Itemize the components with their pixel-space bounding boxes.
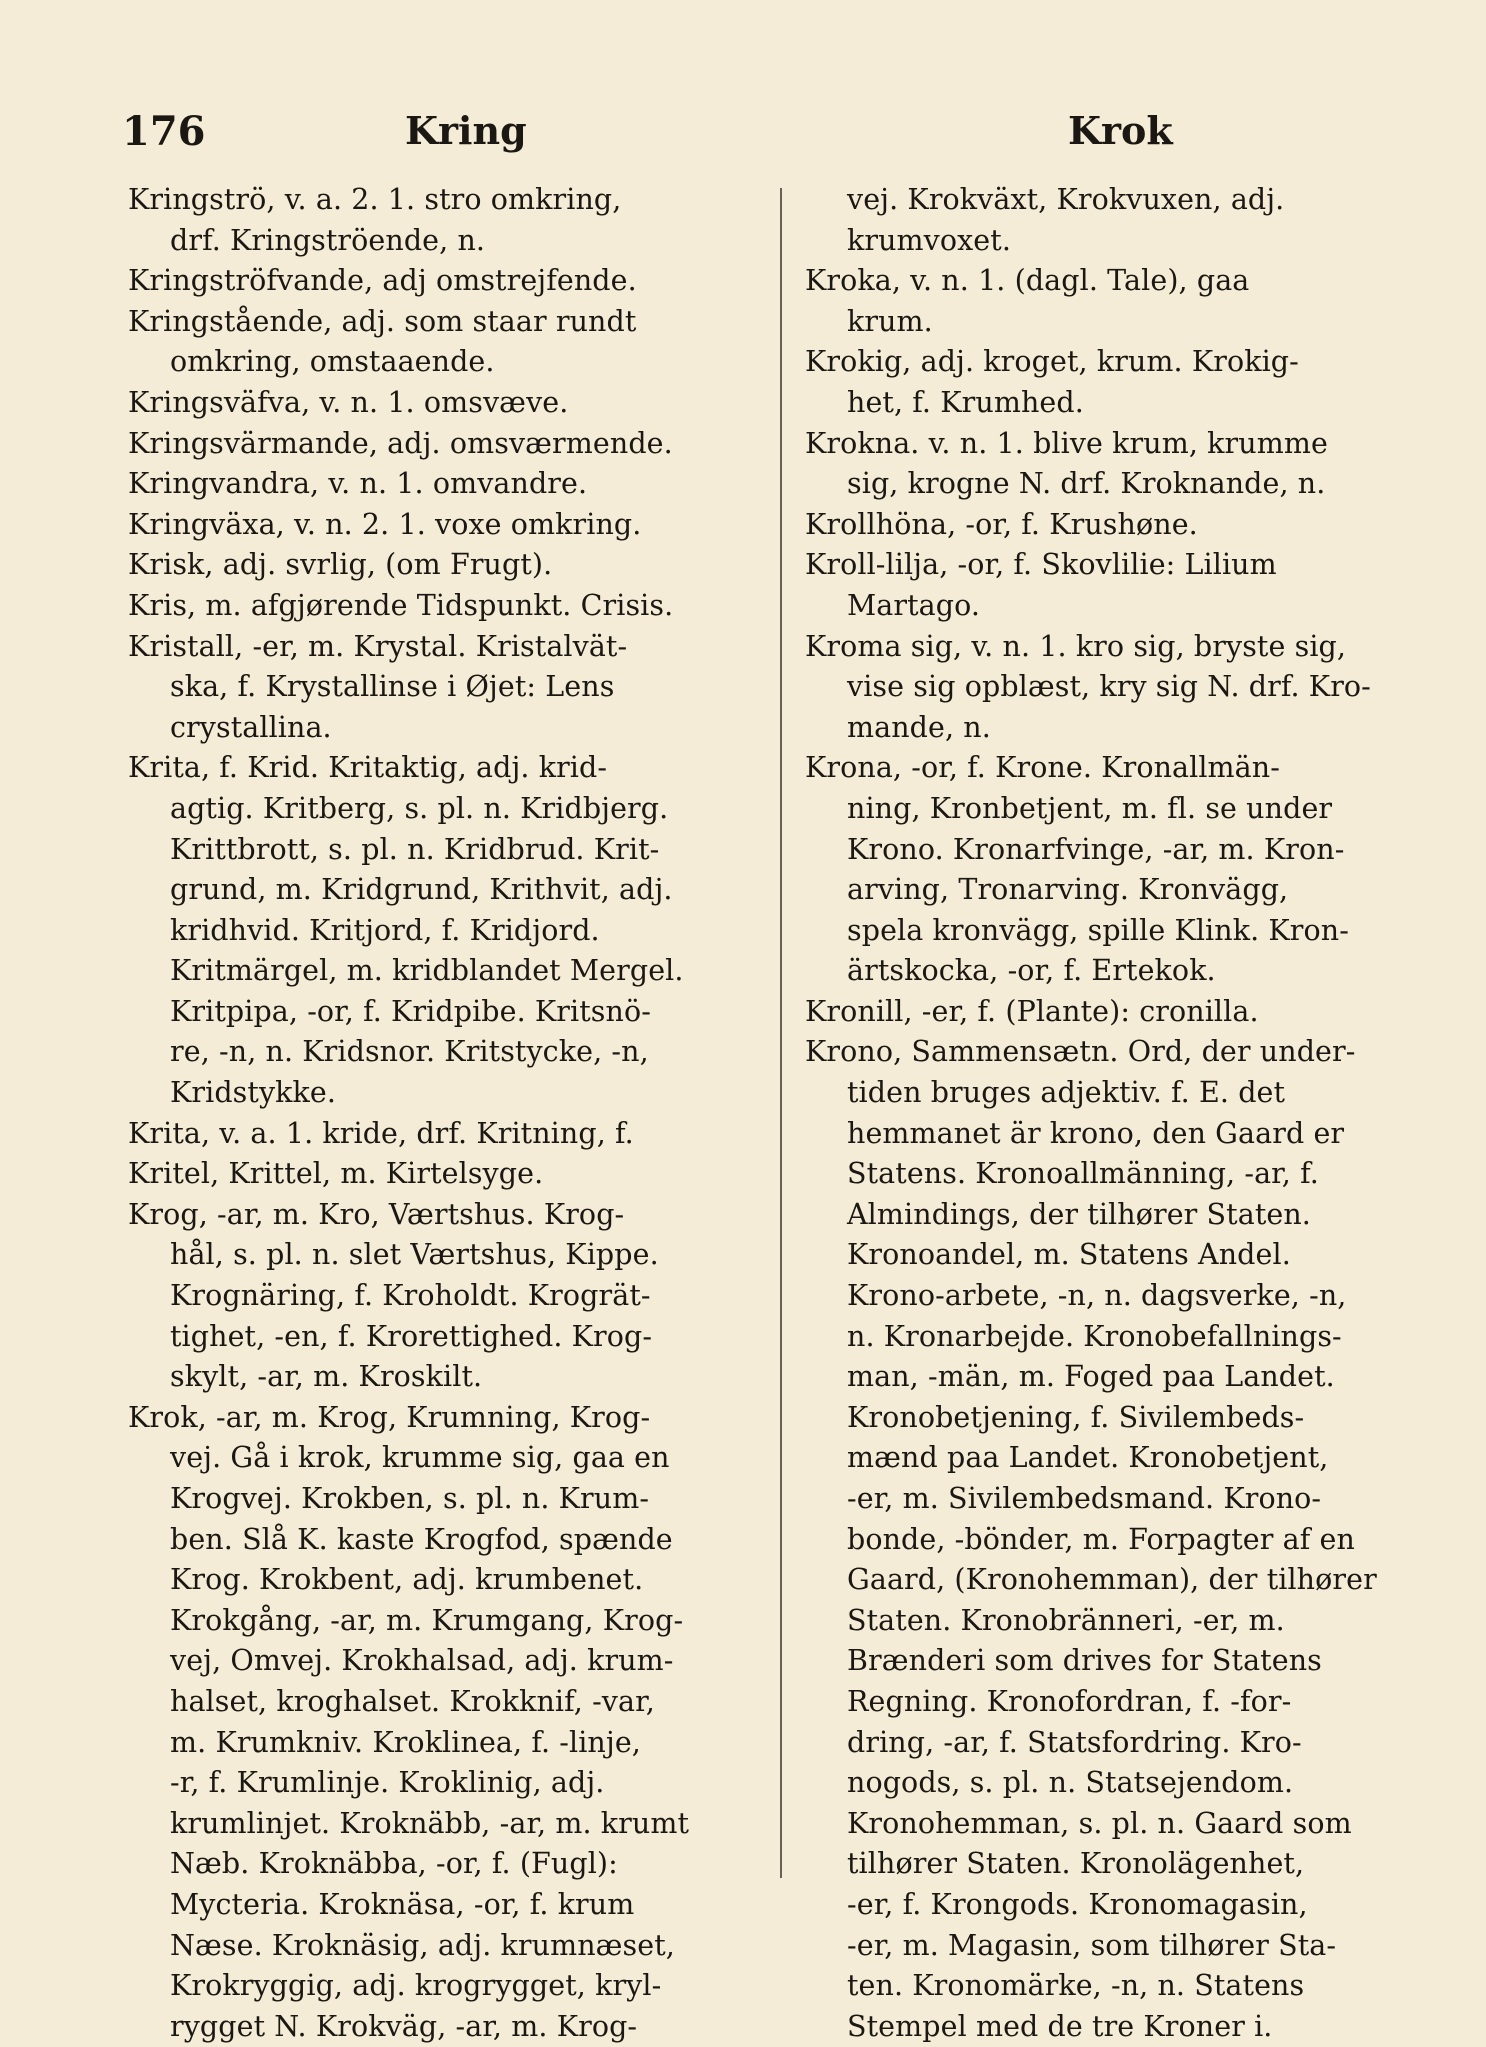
right-guide-word: Krok xyxy=(1068,108,1173,153)
entry-line: m. Krumkniv. Kroklinea, f. -linje, xyxy=(170,1725,641,1759)
entry-line: Kringströfvande, adj omstrejfende. xyxy=(128,264,637,298)
entry-line: Kristall, -er, m. Krystal. Kristalvät- xyxy=(128,629,628,663)
entry-line: Kringsvärmande, adj. omsværmende. xyxy=(128,426,673,460)
entry-line: Krokryggig, adj. krogrygget, kryl- xyxy=(170,1969,662,2003)
entry-line: tighet, -en, f. Krorettighed. Krog- xyxy=(170,1319,653,1353)
entry-line: krumvoxet. xyxy=(847,223,1011,257)
entry-line: Kronoandel, m. Statens Andel. xyxy=(847,1238,1291,1272)
entry-line: mænd paa Landet. Kronobetjent, xyxy=(847,1441,1329,1475)
entry-line: -r, f. Krumlinje. Kroklinig, adj. xyxy=(170,1766,605,1800)
entry-line: agtig. Kritberg, s. pl. n. Kridbjerg. xyxy=(170,791,669,825)
entry-line: bonde, -bönder, m. Forpagter af en xyxy=(847,1522,1355,1556)
entry-line: Krokgång, -ar, m. Krumgang, Krog- xyxy=(170,1603,684,1637)
left-column xyxy=(128,180,758,2047)
entry-line: Krollhöna, -or, f. Krushøne. xyxy=(805,507,1198,541)
entry-line: Krita, f. Krid. Kritaktig, adj. krid- xyxy=(128,751,608,785)
entry-line: Kringväxa, v. n. 2. 1. voxe omkring. xyxy=(128,507,642,541)
entry-line: Næb. Kroknäbba, -or, f. (Fugl): xyxy=(170,1847,618,1881)
entry-line: Kridstykke. xyxy=(170,1076,337,1110)
entry-line: hemmanet är krono, den Gaard er xyxy=(847,1116,1345,1150)
entry-line: vej, Omvej. Krokhalsad, adj. krum- xyxy=(170,1644,674,1678)
entry-line: -er, m. Sivilembedsmand. Krono- xyxy=(847,1482,1322,1515)
page-header xyxy=(0,108,1486,168)
entry-line: Kringströ, v. a. 2. 1. stro omkring, xyxy=(128,183,622,216)
entry-line: Krona, -or, f. Krone. Kronallmän- xyxy=(805,751,1280,785)
entry-line: -er, f. Krongods. Kronomagasin, xyxy=(847,1887,1308,1921)
entry-line: Kroka, v. n. 1. (dagl. Tale), gaa xyxy=(805,264,1250,298)
entry-line: halset, kroghalset. Krokknif, -var, xyxy=(170,1684,655,1718)
entry-line: Krittbrott, s. pl. n. Kridbrud. Krit- xyxy=(170,832,660,866)
entry-line: Almindings, der tilhører Staten. xyxy=(847,1197,1311,1231)
entry-line: n. Kronarbejde. Kronobefallnings- xyxy=(847,1319,1342,1353)
entry-line: crystallina. xyxy=(170,710,332,744)
entry-line: Kronohemman, s. pl. n. Gaard som xyxy=(847,1806,1352,1840)
entry-line: vej. Gå i krok, krumme sig, gaa en xyxy=(170,1441,670,1475)
entry-line: Statens. Kronoallmänning, -ar, f. xyxy=(847,1157,1319,1191)
entry-line: rygget N. Krokväg, -ar, m. Krog- xyxy=(170,2009,638,2043)
entry-line: Krokna. v. n. 1. blive krum, krumme xyxy=(805,426,1328,460)
entry-line: Regning. Kronofordran, f. -for- xyxy=(847,1684,1292,1718)
entry-line: Krita, v. a. 1. kride, drf. Kritning, f. xyxy=(128,1116,634,1150)
entry-line: skylt, -ar, m. Kroskilt. xyxy=(170,1360,483,1394)
entry-line: Martago. xyxy=(847,588,981,622)
entry-line: man, -män, m. Foged paa Landet. xyxy=(847,1360,1335,1394)
entry-line: Stempel med de tre Kroner i. xyxy=(847,2009,1273,2043)
entry-line: -er, m. Magasin, som tilhører Sta- xyxy=(847,1928,1337,1962)
entry-line: ten. Kronomärke, -n, n. Statens xyxy=(847,1969,1305,2003)
entry-line: Kritmärgel, m. kridblandet Mergel. xyxy=(170,954,684,988)
entry-line: grund, m. Kridgrund, Krithvit, adj. xyxy=(170,873,673,907)
entry-line: Kris, m. afgjørende Tidspunkt. Crisis. xyxy=(128,588,674,622)
entry-line: Kroma sig, v. n. 1. kro sig, bryste sig, xyxy=(805,629,1347,663)
entry-line: vej. Krokväxt, Krokvuxen, adj. xyxy=(847,183,1285,216)
entry-line: mande, n. xyxy=(847,710,991,744)
page-number: 176 xyxy=(122,108,206,155)
entry-line: re, -n, n. Kridsnor. Kritstycke, -n, xyxy=(170,1035,649,1069)
entry-line: Krisk, adj. svrlig, (om Frugt). xyxy=(128,548,553,582)
entry-line: drf. Kringströende, n. xyxy=(170,223,486,257)
entry-line: dring, -ar, f. Statsfordring. Kro- xyxy=(847,1725,1302,1759)
entry-line: arving, Tronarving. Kronvägg, xyxy=(847,873,1289,907)
entry-line: Krok, -ar, m. Krog, Krumning, Krog- xyxy=(128,1400,651,1434)
entry-line: ärtskocka, -or, f. Ertekok. xyxy=(847,954,1216,988)
entry-line: Krogvej. Krokben, s. pl. n. Krum- xyxy=(170,1482,650,1515)
entry-line: sig, krogne N. drf. Kroknande, n. xyxy=(847,467,1326,501)
entry-line: het, f. Krumhed. xyxy=(847,385,1084,419)
entry-line: omkring, omstaaende. xyxy=(170,345,495,379)
right-column xyxy=(805,180,1445,2047)
entry-line: krumlinjet. Kroknäbb, -ar, m. krumt xyxy=(170,1806,690,1840)
entry-line: Krono, Sammensætn. Ord, der under- xyxy=(805,1035,1356,1069)
entry-line: ska, f. Krystallinse i Øjet: Lens xyxy=(170,670,615,704)
entry-line: Brænderi som drives for Statens xyxy=(847,1644,1322,1678)
column-divider xyxy=(780,188,782,1878)
entry-line: krum. xyxy=(847,304,933,338)
entry-line: Kritel, Krittel, m. Kirtelsyge. xyxy=(128,1157,544,1191)
entry-line: Krono-arbete, -n, n. dagsverke, -n, xyxy=(847,1279,1347,1313)
entry-line: Gaard, (Kronohemman), der tilhører xyxy=(847,1563,1377,1597)
entry-line: Krokig, adj. kroget, krum. Krokig- xyxy=(805,345,1299,379)
entry-line: nogods, s. pl. n. Statsejendom. xyxy=(847,1766,1294,1800)
left-guide-word: Kring xyxy=(405,108,527,153)
entry-line: Kronill, -er, f. (Plante): cronilla. xyxy=(805,994,1259,1028)
entry-line: tiden bruges adjektiv. f. E. det xyxy=(847,1076,1286,1110)
entry-line: Kronobetjening, f. Sivilembeds- xyxy=(847,1400,1305,1434)
entry-line: Kringvandra, v. n. 1. omvandre. xyxy=(128,467,588,501)
entry-line: Kritpipa, -or, f. Kridpibe. Kritsnö- xyxy=(170,994,651,1028)
entry-line: ben. Slå K. kaste Krogfod, spænde xyxy=(170,1522,673,1556)
entry-line: Krog. Krokbent, adj. krumbenet. xyxy=(170,1563,644,1597)
entry-line: Næse. Kroknäsig, adj. krumnæset, xyxy=(170,1928,675,1962)
entry-line: Krog, -ar, m. Kro, Værtshus. Krog- xyxy=(128,1197,625,1231)
entry-line: vise sig opblæst, kry sig N. drf. Kro- xyxy=(847,670,1371,704)
entry-line: Kringstående, adj. som staar rundt xyxy=(128,304,637,338)
entry-line: tilhører Staten. Kronolägenhet, xyxy=(847,1847,1305,1881)
entry-line: Staten. Kronobränneri, -er, m. xyxy=(847,1603,1285,1637)
entry-line: Kringsväfva, v. n. 1. omsvæve. xyxy=(128,385,569,419)
entry-line: spela kronvägg, spille Klink. Kron- xyxy=(847,913,1349,947)
entry-line: Krono. Kronarfvinge, -ar, m. Kron- xyxy=(847,832,1345,866)
entry-line: hål, s. pl. n. slet Værtshus, Kippe. xyxy=(170,1238,659,1272)
entry-line: Kroll-lilja, -or, f. Skovlilie: Lilium xyxy=(805,548,1277,582)
entry-line: Krognäring, f. Kroholdt. Krogrät- xyxy=(170,1279,651,1313)
entry-line: ning, Kronbetjent, m. fl. se under xyxy=(847,791,1333,825)
entry-line: Mycteria. Kroknäsa, -or, f. krum xyxy=(170,1887,635,1921)
entry-line: kridhvid. Kritjord, f. Kridjord. xyxy=(170,913,600,947)
